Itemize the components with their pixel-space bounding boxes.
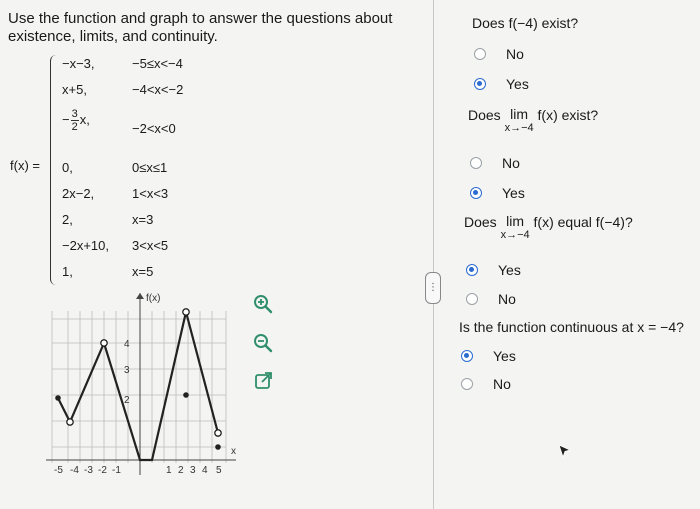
piece-expr: −x−3,	[62, 56, 95, 71]
piece-expr-suffix: x,	[79, 111, 90, 127]
y-axis-arrow	[136, 293, 144, 299]
radio-button-selected[interactable]	[474, 78, 486, 90]
option-label: No	[502, 155, 520, 171]
x-tick-label: -1	[112, 465, 121, 476]
option-label: Yes	[502, 185, 525, 201]
piece-condition: −5≤x<−4	[132, 56, 183, 71]
y-axis-label: f(x)	[146, 293, 161, 304]
question-text-pre: Does	[464, 214, 497, 230]
option-yes[interactable]	[461, 348, 516, 364]
limit-word: lim	[506, 213, 525, 229]
piece-expr: 0,	[62, 160, 73, 175]
function-curve	[58, 312, 218, 460]
radio-button-selected[interactable]	[461, 350, 473, 362]
graph-grid	[52, 311, 226, 463]
graph-axes	[46, 293, 236, 475]
x-tick-label: -4	[70, 465, 79, 476]
option-yes[interactable]	[470, 185, 525, 201]
x-tick-labels	[54, 465, 222, 476]
option-no[interactable]	[466, 291, 516, 307]
radio-button[interactable]	[474, 48, 486, 60]
option-label: Yes	[498, 262, 521, 278]
option-no[interactable]	[461, 376, 511, 392]
open-point	[215, 430, 221, 436]
x-tick-label: 1	[166, 465, 172, 476]
instructions-text: Use the function and graph to answer the questions about existence, limits, and continuity.	[8, 10, 393, 45]
open-point	[101, 340, 107, 346]
option-label: No	[493, 376, 511, 392]
option-no[interactable]	[470, 155, 520, 171]
piece-condition: 1<x<3	[132, 186, 169, 201]
question-text	[464, 214, 633, 242]
question-text-post: f(x) equal f(−4)?	[533, 214, 633, 230]
drag-handle-icon[interactable]: ⋮	[425, 272, 441, 304]
radio-button[interactable]	[461, 378, 473, 390]
open-point	[67, 419, 73, 425]
limit-notation	[505, 107, 534, 135]
zoom-out-icon[interactable]	[252, 332, 274, 354]
option-label: No	[498, 291, 516, 307]
piece-condition: 3<x<5	[132, 238, 169, 253]
piece-condition: x=3	[132, 212, 154, 227]
piece-condition: x=5	[132, 264, 154, 279]
x-tick-label: 3	[190, 465, 196, 476]
mouse-cursor-icon	[558, 444, 572, 460]
fraction-denominator: 2	[71, 121, 78, 133]
option-yes[interactable]	[474, 76, 529, 92]
piece-condition: −4<x<−2	[132, 82, 184, 97]
option-label: Yes	[493, 348, 516, 364]
limit-notation	[501, 214, 530, 242]
limit-subscript: x→−4	[500, 229, 530, 241]
fraction-numerator: 3	[71, 108, 78, 120]
piece-expr: −2x+10,	[62, 238, 109, 253]
limit-word: lim	[510, 106, 529, 122]
question-text	[468, 107, 598, 135]
y-tick-label: 4	[124, 339, 130, 350]
limit-subscript: x→−4	[504, 122, 534, 134]
panel-divider	[433, 0, 434, 509]
piece-expr: x+5,	[62, 82, 87, 97]
piece-expr: 2x−2,	[62, 186, 95, 201]
question-text: Does f(−4) exist?	[472, 15, 579, 31]
x-axis-label: x	[231, 446, 236, 457]
radio-button[interactable]	[470, 157, 482, 169]
piece-expr: 2,	[62, 212, 73, 227]
radio-button[interactable]	[466, 293, 478, 305]
closed-point	[183, 392, 189, 398]
y-tick-label: 3	[124, 365, 130, 376]
function-label: f(x) =	[10, 158, 40, 173]
option-label: Yes	[506, 76, 529, 92]
piece-expr	[62, 108, 90, 133]
closed-point	[215, 444, 221, 450]
question-text-post: f(x) exist?	[537, 107, 599, 123]
piece-condition: −2<x<0	[132, 121, 176, 136]
closed-point	[55, 395, 61, 401]
piece-expr: 1,	[62, 264, 73, 279]
function-graph	[40, 285, 250, 485]
fraction	[71, 108, 79, 133]
x-tick-label: 5	[216, 465, 222, 476]
piece-condition: 0≤x≤1	[132, 160, 168, 175]
x-tick-label: -3	[84, 465, 93, 476]
piece-expr-prefix: −	[62, 111, 70, 127]
x-tick-label: 2	[178, 465, 184, 476]
x-tick-label: -5	[54, 465, 63, 476]
y-tick-label: 2	[124, 395, 130, 406]
x-tick-label: 4	[202, 465, 208, 476]
option-label: No	[506, 46, 524, 62]
external-link-icon[interactable]	[253, 370, 275, 392]
open-point	[183, 309, 189, 315]
zoom-in-icon[interactable]	[252, 293, 274, 315]
question-text-pre: Does	[468, 107, 501, 123]
radio-button-selected[interactable]	[470, 187, 482, 199]
brace	[50, 55, 59, 285]
x-tick-label: -2	[98, 465, 107, 476]
option-no[interactable]	[474, 46, 524, 62]
radio-button-selected[interactable]	[466, 264, 478, 276]
option-yes[interactable]	[466, 262, 521, 278]
question-text: Is the function continuous at x = −4?	[459, 319, 684, 335]
